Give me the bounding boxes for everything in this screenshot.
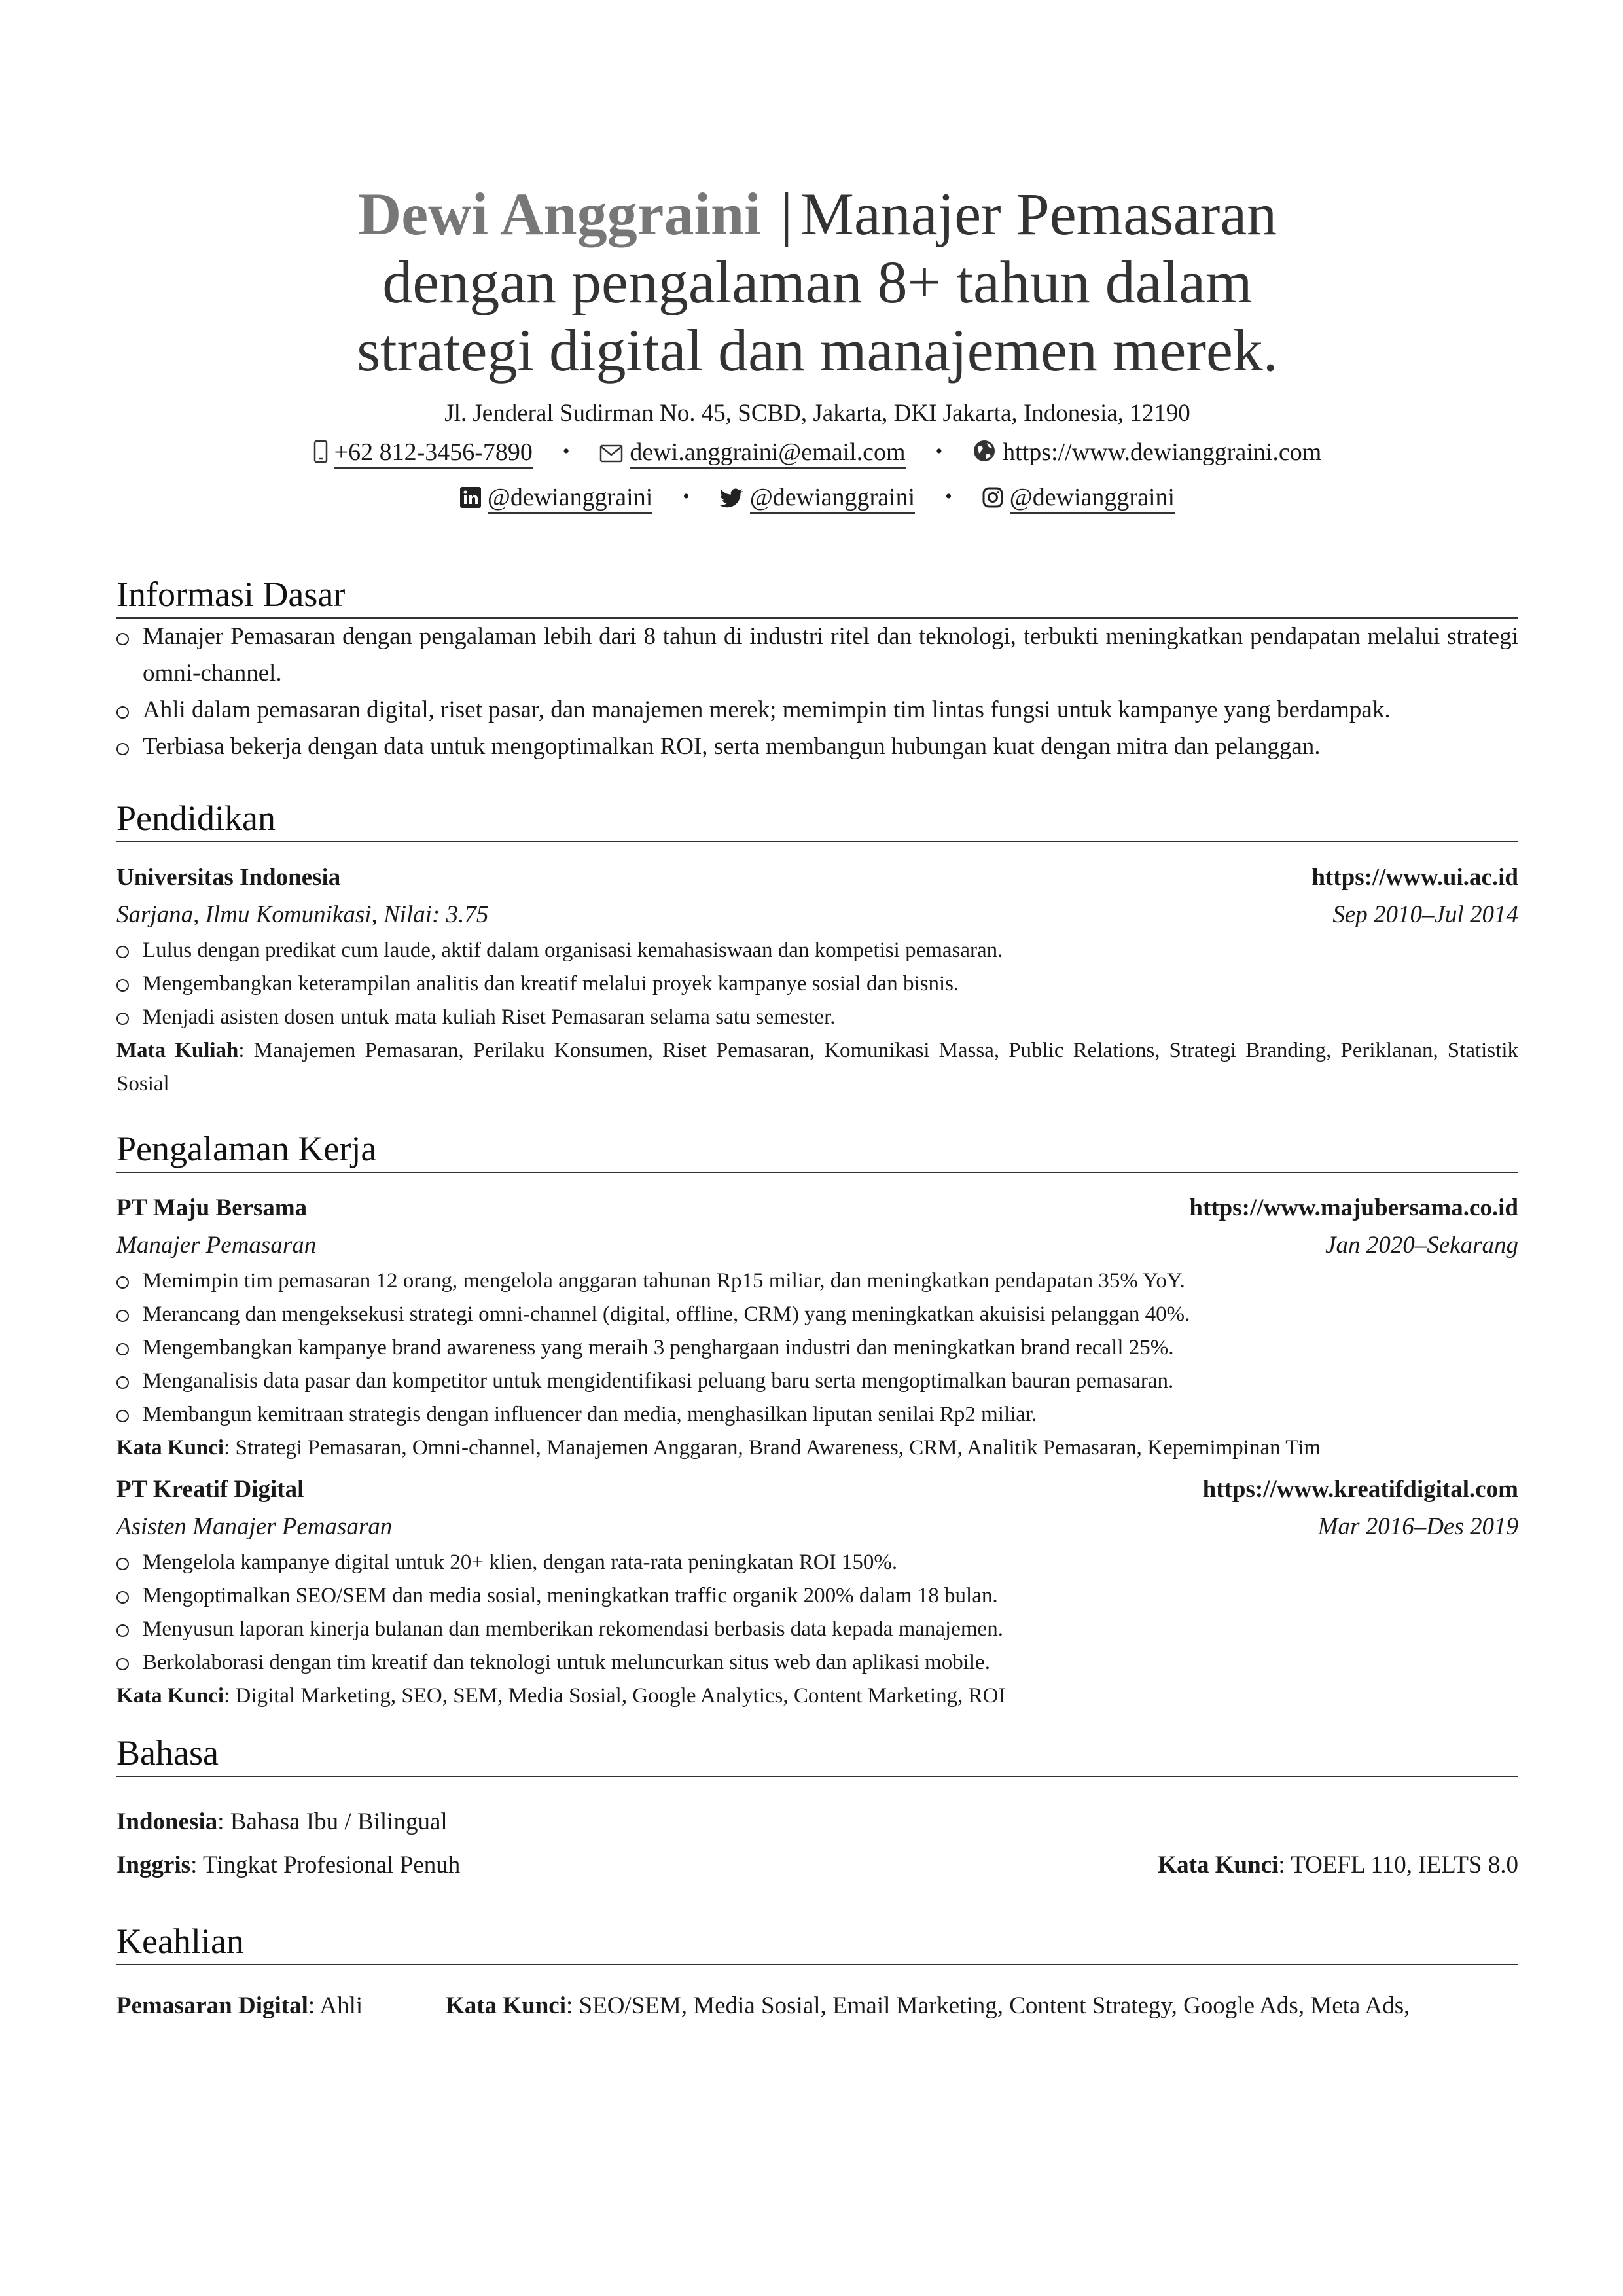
education-list [116, 934, 1518, 1034]
school-url[interactable]: https://www.ui.ac.id [1311, 864, 1518, 891]
language-row [116, 1844, 1518, 1887]
courses-text: : Manajemen Pemasaran, Perilaku Konsumen, Riset Pemasaran, Komunikasi Massa, Public Relations, Strategi Branding, Periklanan, Statistik Sosial [116, 1039, 1518, 1096]
linkedin-link[interactable]: @dewianggraini [488, 484, 652, 514]
job-role: Asisten Manajer Pemasaran [116, 1513, 393, 1540]
list-item: Mengembangkan keterampilan analitis dan kreatif melalui proyek kampanye sosial dan bisnis. [116, 967, 1518, 1001]
section-title-languages: Bahasa [116, 1732, 1518, 1777]
list-item: Mengoptimalkan SEO/SEM dan media sosial, meningkatkan traffic organik 200% dalam 18 bulan. [116, 1579, 1518, 1613]
job-achievements [116, 1546, 1518, 1679]
language-level: : Tingkat Profesional Penuh [190, 1852, 461, 1878]
company-name: PT Kreatif Digital [116, 1476, 304, 1503]
language-keywords [1158, 1844, 1518, 1887]
email-contact[interactable] [599, 432, 905, 475]
language-name: Indonesia [116, 1808, 218, 1835]
language-list [116, 1801, 1518, 1887]
twitter-icon [720, 480, 743, 520]
keywords-label: Kata Kunci [446, 1992, 566, 2019]
keywords-text: : Digital Marketing, SEO, SEM, Media Sosial, Google Analytics, Content Marketing, ROI [224, 1684, 1006, 1708]
linkedin-icon [460, 480, 481, 520]
website-contact[interactable] [972, 432, 1321, 475]
job-entry [116, 1190, 1518, 1465]
headline-line2: dengan pengalaman 8+ tahun dalam [382, 249, 1253, 315]
instagram-contact[interactable] [982, 477, 1175, 520]
keywords-label: Kata Kunci [116, 1684, 224, 1708]
contact-line-2 [116, 476, 1518, 520]
skill-name: Pemasaran Digital [116, 1992, 308, 2019]
job-role: Manajer Pemasaran [116, 1232, 317, 1259]
list-item: Lulus dengan predikat cum laude, aktif dalam organisasi kemahasiswaan dan kompetisi pemasaran. [116, 934, 1518, 967]
keywords-label: Kata Kunci [116, 1436, 224, 1460]
email-link[interactable]: dewi.anggraini@email.com [630, 439, 905, 469]
keywords-text: : TOEFL 110, IELTS 8.0 [1278, 1852, 1518, 1878]
entry-header [116, 1190, 1518, 1227]
entry-header [116, 1471, 1518, 1508]
instagram-icon [982, 480, 1003, 520]
section-skills [116, 1921, 1518, 2024]
company-name: PT Maju Bersama [116, 1194, 308, 1221]
twitter-contact[interactable] [720, 477, 915, 520]
education-period: Sep 2010–Jul 2014 [1332, 901, 1518, 928]
contact-dot: • [683, 486, 690, 507]
skill-keywords [446, 1988, 1410, 2024]
keywords-label: Kata Kunci [1158, 1852, 1279, 1878]
section-title-basic-info: Informasi Dasar [116, 574, 1518, 619]
language-entry [116, 1844, 460, 1887]
list-item: Menyusun laporan kinerja bulanan dan memberikan rekomendasi berbasis data kepada manajemen. [116, 1613, 1518, 1646]
company-url[interactable]: https://www.majubersama.co.id [1189, 1194, 1518, 1221]
list-item: Merancang dan mengeksekusi strategi omni-channel (digital, offline, CRM) yang meningkatkan akuisisi pelanggan 40%. [116, 1298, 1518, 1331]
resume-header [116, 0, 1518, 520]
language-row [116, 1801, 1518, 1844]
keywords-text: : Strategi Pemasaran, Omni-channel, Manajemen Anggaran, Brand Awareness, CRM, Analitik Pemasaran, Kepemimpinan Tim [224, 1436, 1321, 1460]
section-work-experience [116, 1128, 1518, 1713]
job-keywords [116, 1679, 1518, 1713]
list-item: Mengembangkan kampanye brand awareness yang meraih 3 penghargaan industri dan meningkatkan brand recall 25%. [116, 1331, 1518, 1365]
list-item: Manajer Pemasaran dengan pengalaman lebih dari 8 tahun di industri ritel dan teknologi, terbukti meningkatkan pendapatan melalui strategi omni-channel. [116, 619, 1518, 692]
linkedin-contact[interactable] [460, 477, 652, 520]
job-period: Mar 2016–Des 2019 [1317, 1513, 1518, 1540]
phone-icon [313, 435, 328, 475]
job-achievements [116, 1265, 1518, 1431]
section-languages [116, 1732, 1518, 1887]
contact-dot: • [945, 486, 952, 507]
language-entry [116, 1801, 448, 1844]
instagram-link[interactable]: @dewianggraini [1010, 484, 1175, 514]
entry-header [116, 859, 1518, 896]
list-item: Mengelola kampanye digital untuk 20+ klien, dengan rata-rata peningkatan ROI 150%. [116, 1546, 1518, 1579]
headline-line3: strategi digital dan manajemen merek. [357, 317, 1278, 384]
globe-icon [972, 435, 996, 475]
language-level: : Bahasa Ibu / Bilingual [217, 1808, 448, 1835]
contact-dot: • [562, 440, 570, 462]
language-name: Inggris [116, 1852, 191, 1878]
headline-separator: | [780, 181, 793, 247]
entry-subheader [116, 1508, 1518, 1546]
candidate-name: Dewi Anggraini [357, 181, 761, 247]
headline-line1: Manajer Pemasaran [800, 181, 1277, 247]
list-item: Terbiasa bekerja dengan data untuk mengoptimalkan ROI, serta membangun hubungan kuat dengan mitra dan pelanggan. [116, 728, 1518, 765]
envelope-icon [599, 435, 623, 475]
phone-contact[interactable] [313, 432, 533, 475]
list-item: Berkolaborasi dengan tim kreatif dan teknologi untuk meluncurkan situs web dan aplikasi mobile. [116, 1646, 1518, 1679]
section-title-work: Pengalaman Kerja [116, 1128, 1518, 1173]
contact-line-1 [116, 431, 1518, 475]
entry-subheader [116, 1227, 1518, 1265]
courses [116, 1034, 1518, 1101]
section-basic-info [116, 574, 1518, 765]
keywords-text: : SEO/SEM, Media Sosial, Email Marketing, Content Strategy, Google Ads, Meta Ads, [566, 1992, 1410, 2019]
education-entry [116, 859, 1518, 1101]
skill-row [116, 1988, 1518, 2024]
list-item: Membangun kemitraan strategis dengan influencer dan media, menghasilkan liputan senilai Rp2 miliar. [116, 1398, 1518, 1431]
section-title-skills: Keahlian [116, 1921, 1518, 1965]
courses-label: Mata Kuliah [116, 1039, 239, 1062]
school-name: Universitas Indonesia [116, 864, 341, 891]
skill-entry [116, 1988, 446, 2024]
twitter-link[interactable]: @dewianggraini [750, 484, 915, 514]
list-item: Menjadi asisten dosen untuk mata kuliah Riset Pemasaran selama satu semester. [116, 1001, 1518, 1034]
list-item: Memimpin tim pemasaran 12 orang, mengelola anggaran tahunan Rp15 miliar, dan meningkatkan pendapatan 35% YoY. [116, 1265, 1518, 1298]
phone-link[interactable]: +62 812-3456-7890 [334, 439, 533, 469]
entry-subheader [116, 896, 1518, 934]
skill-level: : Ahli [308, 1992, 363, 2019]
job-keywords [116, 1431, 1518, 1465]
section-education [116, 798, 1518, 1101]
list-item: Menganalisis data pasar dan kompetitor untuk mengidentifikasi peluang baru serta mengoptimalkan bauran pemasaran. [116, 1365, 1518, 1398]
company-url[interactable]: https://www.kreatifdigital.com [1202, 1476, 1518, 1503]
resume-content [116, 0, 1518, 2024]
website-link[interactable]: https://www.dewianggraini.com [1003, 439, 1322, 466]
headline [116, 180, 1518, 384]
address: Jl. Jenderal Sudirman No. 45, SCBD, Jakarta, DKI Jakarta, Indonesia, 12190 [444, 400, 1190, 427]
section-title-education: Pendidikan [116, 798, 1518, 842]
basic-info-list [116, 619, 1518, 765]
list-item: Ahli dalam pemasaran digital, riset pasar, dan manajemen merek; memimpin tim lintas fungsi untuk kampanye yang berdampak. [116, 692, 1518, 728]
job-period: Jan 2020–Sekarang [1325, 1232, 1518, 1259]
job-entry [116, 1471, 1518, 1713]
contact-dot: • [935, 440, 943, 462]
degree: Sarjana, Ilmu Komunikasi, Nilai: 3.75 [116, 901, 489, 928]
